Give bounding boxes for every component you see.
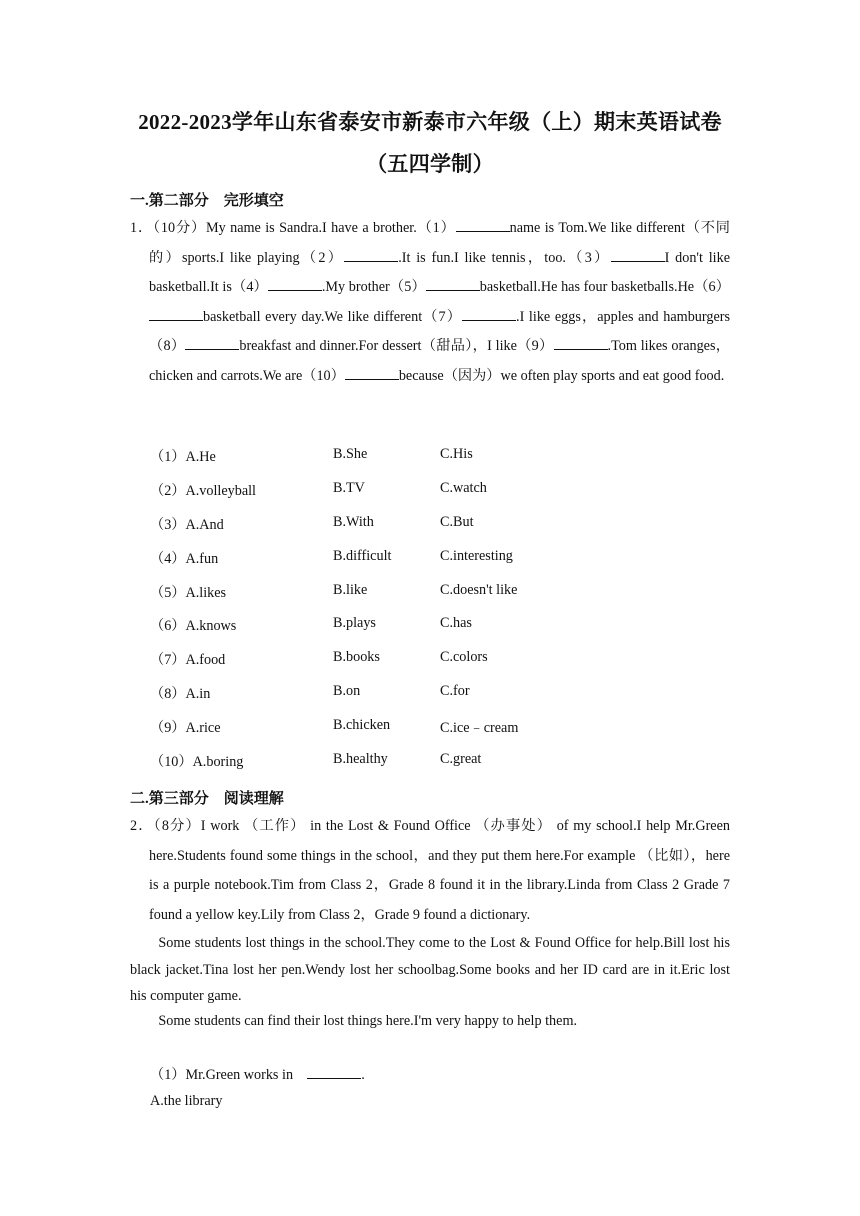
page-title: 2022-2023学年山东省泰安市新泰市六年级（上）期末英语试卷: [138, 110, 722, 134]
answer-blank: [554, 336, 608, 350]
reading-paragraph-2: Some students lost things in the school.They come to the Lost & Found Office for help.Bill lost his black jacket.Tina lost her pen.Wendy lost her schoolbag.Some books and her ID card are in it.Eric lost his computer game.: [130, 935, 730, 1004]
sub-question-1: （1）Mr.Green works in .: [150, 1067, 365, 1083]
question-number: 2．: [130, 818, 154, 834]
exam-page: 2022-2023学年山东省泰安市新泰市六年级（上）期末英语试卷 （五四学制） 一.第二部分 完形填空 1．（10分）My name is Sandra.I have a brother.（1） name is Tom.We like different（不同的）sports.I like playing（2） .It is fun.I like tennis，too.（3） I don't like basketball.It is（4） .My brother（5） basketball.He has four basketballs.He（6）basketball every day.We like different（7） .I like eggs，apples and hamburgers（8） breakfast and dinner.For dessert（甜品），I like（9） .Tom likes oranges，chicken and carrots.We are（10） because（因为）we often play sports and eat good food. （1）A.He B.She C.His （2）A.volleyball B.TV C.watch （3）A.And B.With C.But （4）A.fun B.difficult C.interesting （5）A.likes B.like C.doesn't like （6）A.knows B.plays C.has （7）A.food B.books C.colors （8）A.in B.on C.for （9）A.rice B.chicken C.ice﹣cream （10）A.boring B.healthy C.great 二.第三部分 阅读理解 2．（8分）I work （工作） in the Lost & Found Office （办事处） of my school.I help Mr.Green here.Students found some things in the school，and they put them here.For example （比如），here is a purple notebook.Tim from Class 2，Grade 8 found it in the library.Linda from Class 2 Grade 7 found a yellow key.Lily from Class 2，Grade 9 found a dictionary. Some students lost things in the school.They come to the Lost & Found Office for help.Bill lost his black jacket.Tina lost her pen.Wendy lost her schoolbag.Some books and her ID card are in it.Eric lost his computer game. Some students can find their lost things here.I'm very happy to help them. （1）Mr.Green works in . A.the library: [0, 0, 860, 1216]
answer-blank: [344, 248, 398, 262]
reading-paragraph-3: Some students can find their lost things here.I'm very happy to help them.: [158, 1013, 578, 1029]
question-2-text: 2．（8分）I work （工作） in the Lost & Found Office （办事处） of my school.I help Mr.Green here.Students found some things in the school，and they put them here.For example （比如），here is a purple notebook.Tim from Class 2，Grade 8 found it in the library.Linda from Class 2 Grade 7 found a yellow key.Lily from Class 2，Grade 9 found a dictionary.: [130, 818, 730, 923]
section-heading-reading: 二.第三部分 阅读理解: [130, 791, 284, 807]
section-heading-cloze: 一.第二部分 完形填空: [130, 193, 284, 209]
sub-question-1-option-a: A.the library: [150, 1093, 223, 1109]
answer-blank: [185, 336, 239, 350]
answer-blank: [456, 218, 510, 232]
question-number: 1．: [130, 220, 153, 236]
answer-blank: [611, 248, 665, 262]
answer-blank: [307, 1065, 361, 1079]
page-subtitle: （五四学制）: [366, 152, 494, 176]
question-1-text: 1．（10分）My name is Sandra.I have a brother.（1） name is Tom.We like different（不同的）sports.I like playing（2） .It is fun.I like tennis，too.（3） I don't like basketball.It is（4） .My brother（5） basketball.He has four basketballs.He（6）basketball every day.We like different（7） .I like eggs，apples and hamburgers（8） breakfast and dinner.For dessert（甜品），I like（9） .Tom likes oranges，chicken and carrots.We are（10） because（因为）we often play sports and eat good food.: [130, 220, 731, 384]
answer-blank: [268, 277, 322, 291]
answer-blank: [426, 277, 480, 291]
answer-blank: [462, 307, 516, 321]
answer-blank: [345, 366, 399, 380]
answer-blank: [149, 307, 203, 321]
